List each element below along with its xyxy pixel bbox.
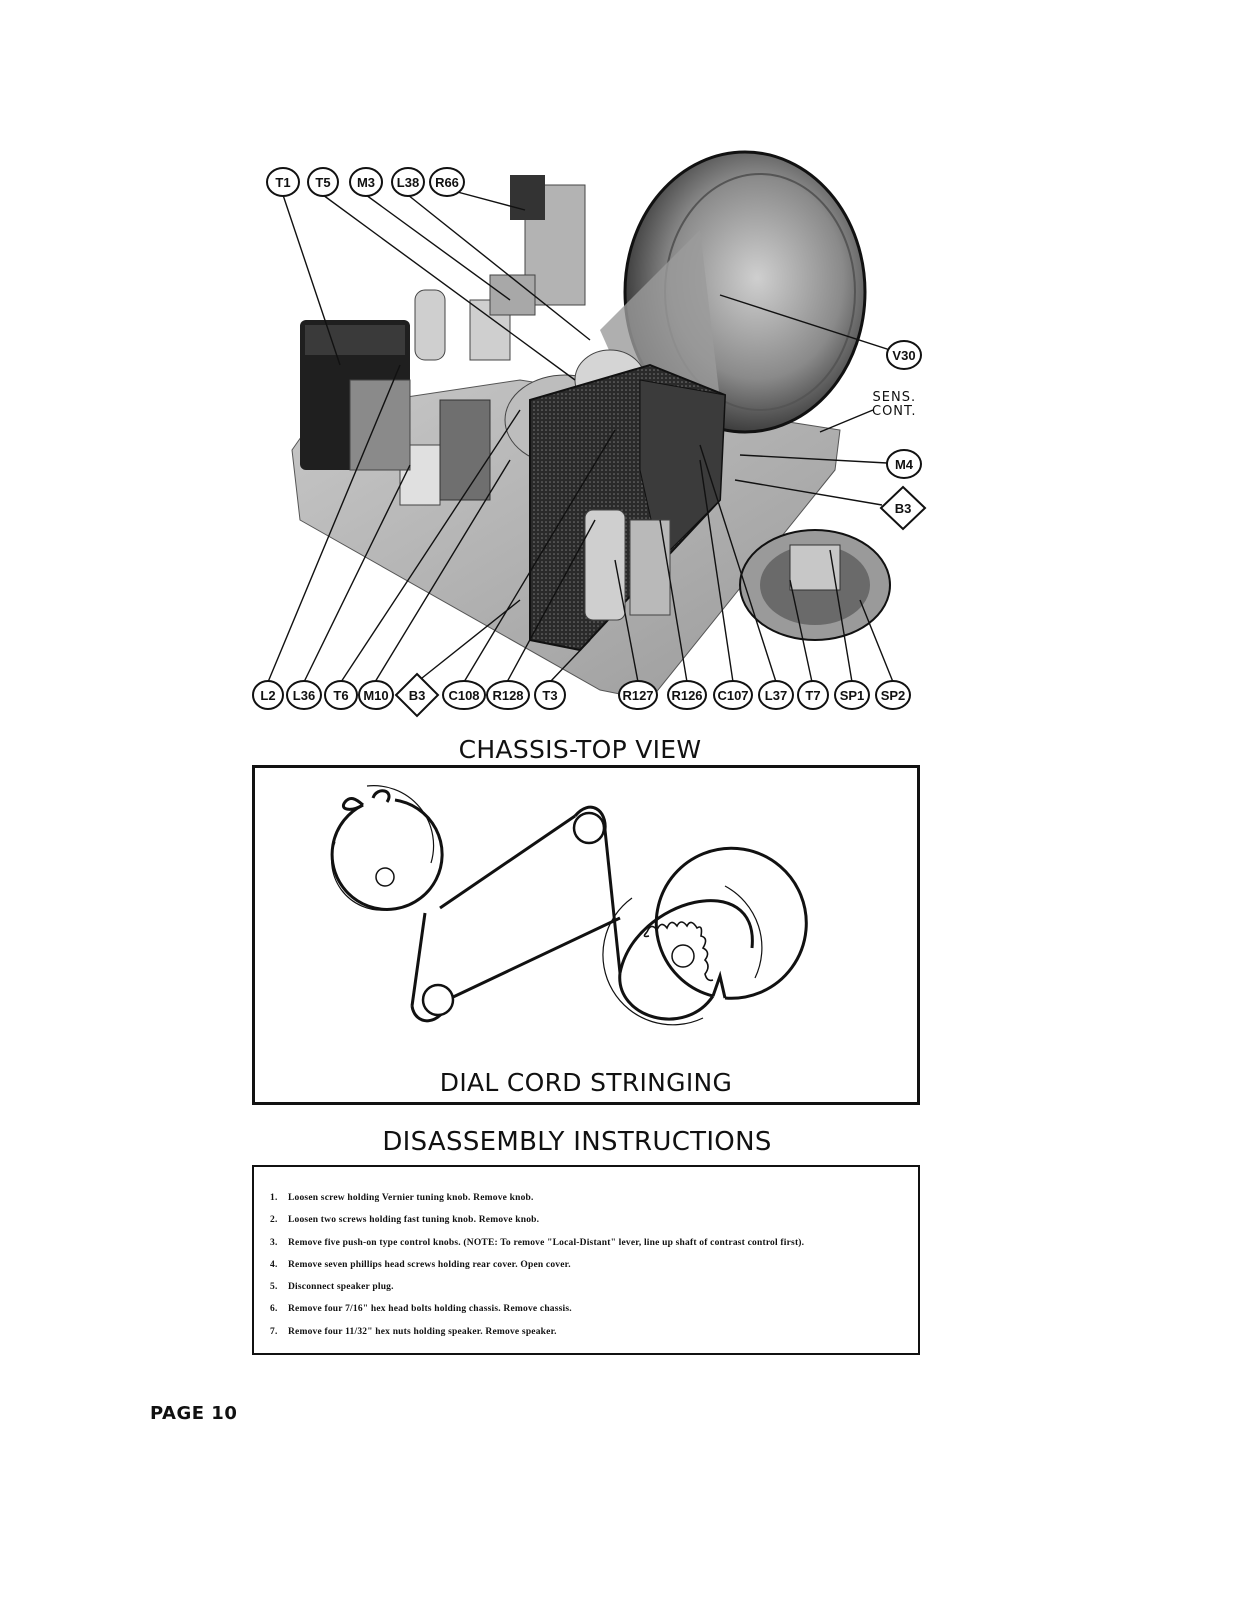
step-text: Loosen two screws holding fast tuning knob. Remove knob. xyxy=(288,1215,540,1226)
pulley-bottom xyxy=(423,985,453,1015)
step-text: Disconnect speaker plug. xyxy=(288,1282,394,1293)
label-t5: T5 xyxy=(315,175,331,190)
label-sp2: SP2 xyxy=(880,688,906,703)
label-l38: L38 xyxy=(396,175,420,190)
instruction-step xyxy=(270,1327,804,1349)
step-number: 4. xyxy=(270,1259,278,1270)
label-r126: R126 xyxy=(671,688,703,703)
step-number: 5. xyxy=(270,1282,278,1293)
label-v30: V30 xyxy=(892,348,916,363)
step-number: 7. xyxy=(270,1326,278,1337)
label-m4: M4 xyxy=(894,457,914,472)
label-t7: T7 xyxy=(805,688,821,703)
disassembly-title: DISASSEMBLY INSTRUCTIONS xyxy=(382,1127,772,1157)
pulley-top xyxy=(574,813,604,843)
instruction-step xyxy=(270,1193,804,1215)
step-number: 3. xyxy=(270,1237,278,1248)
step-text: Loosen screw holding Vernier tuning knob. Remove knob. xyxy=(288,1193,534,1203)
sens-cont-label xyxy=(872,391,917,419)
sens-label-line2: CONT. xyxy=(872,404,917,419)
instruction-step xyxy=(270,1215,804,1237)
step-text: Remove four 11/32" hex nuts holding speaker. Remove speaker. xyxy=(288,1326,557,1337)
dial-cord-frame xyxy=(252,765,920,1105)
instruction-step xyxy=(270,1304,804,1326)
label-r66: R66 xyxy=(435,175,459,190)
page-number: PAGE 10 xyxy=(150,1403,238,1424)
step-text: Remove four 7/16" hex head bolts holding chassis. Remove chassis. xyxy=(288,1304,572,1315)
chassis-caption: CHASSIS-TOP VIEW xyxy=(458,735,702,764)
dial-cord-diagram xyxy=(255,768,917,1102)
instruction-step xyxy=(270,1282,804,1304)
instructions-box xyxy=(252,1165,920,1355)
step-number: 6. xyxy=(270,1304,278,1315)
label-l37: L37 xyxy=(764,688,788,703)
label-t6: T6 xyxy=(333,688,349,703)
instruction-step xyxy=(270,1238,804,1260)
label-r127: R127 xyxy=(622,688,654,703)
chassis-photo xyxy=(250,150,940,720)
instruction-step xyxy=(270,1260,804,1282)
step-number: 2. xyxy=(270,1215,278,1226)
label-t3: T3 xyxy=(542,688,558,703)
step-number: 1. xyxy=(270,1193,278,1203)
label-t1: T1 xyxy=(275,175,291,190)
dial-caption: DIAL CORD STRINGING xyxy=(439,1068,733,1097)
label-l36: L36 xyxy=(292,688,316,703)
step-text: Remove seven phillips head screws holding rear cover. Open cover. xyxy=(288,1259,571,1270)
right-drum-hub xyxy=(672,945,694,967)
left-drum-hub xyxy=(376,868,394,886)
label-l2: L2 xyxy=(260,688,276,703)
instruction-list xyxy=(270,1193,804,1349)
step-text: Remove five push-on type control knobs. (NOTE: To remove "Local-Distant" lever, line up shaft of contrast control first). xyxy=(288,1237,805,1248)
label-c108: C108 xyxy=(448,688,480,703)
label-c107: C107 xyxy=(717,688,749,703)
label-r128: R128 xyxy=(492,688,524,703)
label-sp1: SP1 xyxy=(839,688,865,703)
label-m3: M3 xyxy=(356,175,376,190)
label-m10: M10 xyxy=(363,688,389,703)
sens-label-line1: SENS. xyxy=(872,390,917,405)
label-b3-right: B3 xyxy=(894,501,912,516)
label-b3-bottom: B3 xyxy=(408,688,426,703)
